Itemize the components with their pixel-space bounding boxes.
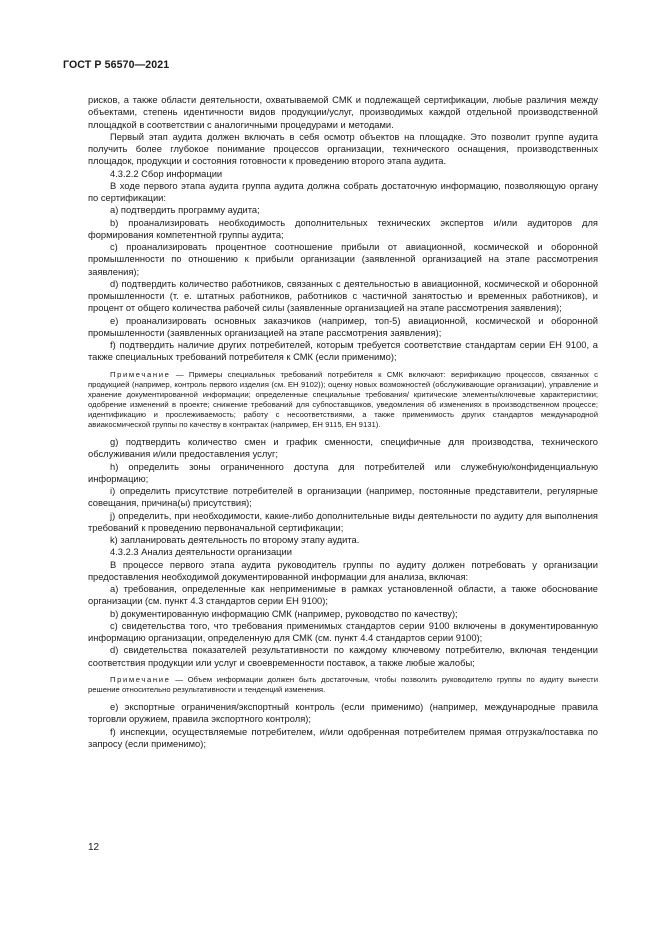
paragraph: f) инспекции, осуществляемые потребителем, и/или одобренная потребителем прямая отгрузка/поставка по запросу (если применимо); [88, 726, 598, 749]
note-1 [88, 370, 598, 431]
document-body [88, 94, 598, 750]
paragraph: b) проанализировать необходимость дополнительных технических экспертов и/или аудиторов для формирования компетентной группы аудита; [88, 217, 598, 240]
paragraph: c) проанализировать процентное соотношение прибыли от авиационной, космической и оборонной промышленности по отношению к прибыли организации (заявленной организацией на этапе рассмотрения заявления); [88, 242, 598, 277]
paragraph: i) определить присутствие потребителей в организации (например, постоянные представители, регулярные совещания, причина(ы) присутствия); [88, 486, 598, 509]
paragraph: 4.3.2.3 Анализ деятельности организации [110, 547, 292, 558]
note-text: — Объем информации должен быть достаточным, чтобы позволить руководителю группы по аудиту вынести решение относительно результативности и тенденций изменения. [88, 674, 598, 694]
paragraph: В ходе первого этапа аудита группа аудита должна собрать достаточную информацию, позволяющую органу по сертификации: [88, 180, 598, 203]
paragraph: f) подтвердить наличие других потребителей, которым требуется соответствие стандартам серии ЕН 9100, а также специальных требований потребителя к СМК (если применимо); [88, 340, 598, 363]
paragraph: j) определить, при необходимости, какие-либо дополнительные виды деятельности по аудиту для выполнения требований к проведению первоначальной сертификации; [88, 510, 598, 533]
text-block-3 [88, 701, 598, 750]
document-header: ГОСТ Р 56570—2021 [63, 59, 170, 71]
paragraph: рисков, а также области деятельности, охватываемой СМК и подлежащей сертификации, любые различия между объектами, степень идентичности видов продукции/услуг, производимых каждой отдельной производственной площадкой в соответствии с аналогичными процедурами и методами. [88, 95, 598, 130]
note-label: Примечание [110, 674, 171, 684]
paragraph: d) свидетельства показателей результативности по каждому ключевому потребителю, включая тенденции соответствия продукции или услуг и своевременности поставок, а также любые жалобы; [88, 645, 598, 668]
paragraph: h) определить зоны ограниченного доступа для потребителей или служебную/конфиденциальную информацию; [88, 461, 598, 484]
note-text: — Примеры специальных требований потребителя к СМК включают: верификацию процессов, связанных с продукцией (например, контроль первого изделия (см. ЕН 9102)); оценку новых возможностей (обслуживающие организации), управление и хранение документированной информации; определенные специальные требования/ критические элементы/ключевые характеристики; одобрение изменений в проекте; снижение требований для субпоставщиков, уведомления об изменениях в производственном процессе; идентификацию и прослеживаемость; работу с несоответствиями, а также применимость других стандартов международной авиакосмической группы по качеству в контрактах (например, ЕН 9115, ЕН 9131). [88, 369, 598, 429]
paragraph: d) подтвердить количество работников, связанных с деятельностью в авиационной, космической и оборонной промышленности (т. е. штатных работников, работников с частичной занятостью и временных работников), и процент от общего количества рабочей силы (заявленные организацией на этапе рассмотрения заявления); [88, 278, 598, 314]
page-number: 12 [88, 842, 100, 853]
paragraph: b) документированную информацию СМК (например, руководство по качеству); [110, 608, 458, 619]
paragraph: a) подтвердить программу аудита; [110, 205, 260, 216]
paragraph: e) проанализировать основных заказчиков (например, топ-5) авиационной, космической и оборонной промышленности (заявленных организацией на этапе рассмотрения заявления); [88, 315, 598, 338]
note-2 [88, 675, 598, 695]
note-label: Примечание [110, 369, 171, 379]
paragraph: e) экспортные ограничения/экспортный контроль (если применимо) (например, международные правила торговли оружием, правила экспортного контроля); [88, 702, 598, 725]
text-block-1 [88, 94, 598, 364]
paragraph: g) подтвердить количество смен и график сменности, специфичные для производства, технического обслуживания и/или предоставления услуг; [88, 437, 598, 460]
paragraph: a) требования, определенные как неприменимые в рамках установленной области, а также обоснование организации (см. пункт 4.3 стандартов серии ЕН 9100); [88, 584, 598, 607]
text-block-2 [88, 436, 598, 669]
paragraph: В процессе первого этапа аудита руководитель группы по аудиту должен потребовать у организации предоставления необходимой документированной информации для анализа, включая: [88, 559, 598, 582]
paragraph: k) запланировать деятельность по второму этапу аудита. [110, 535, 360, 546]
paragraph: 4.3.2.2 Сбор информации [110, 168, 223, 179]
paragraph: Первый этап аудита должен включать в себя осмотр объектов на площадке. Это позволит группе аудита получить более глубокое понимание процессов организации, технического оснащения, производственных площадок, продукции и состояния готовности к проведению второго этапа аудита. [88, 131, 598, 167]
paragraph: c) свидетельства того, что требования применимых стандартов серии 9100 включены в документированную информацию организации, определенную для СМК (см. пункт 4.4 стандартов серии 9100); [88, 620, 598, 644]
